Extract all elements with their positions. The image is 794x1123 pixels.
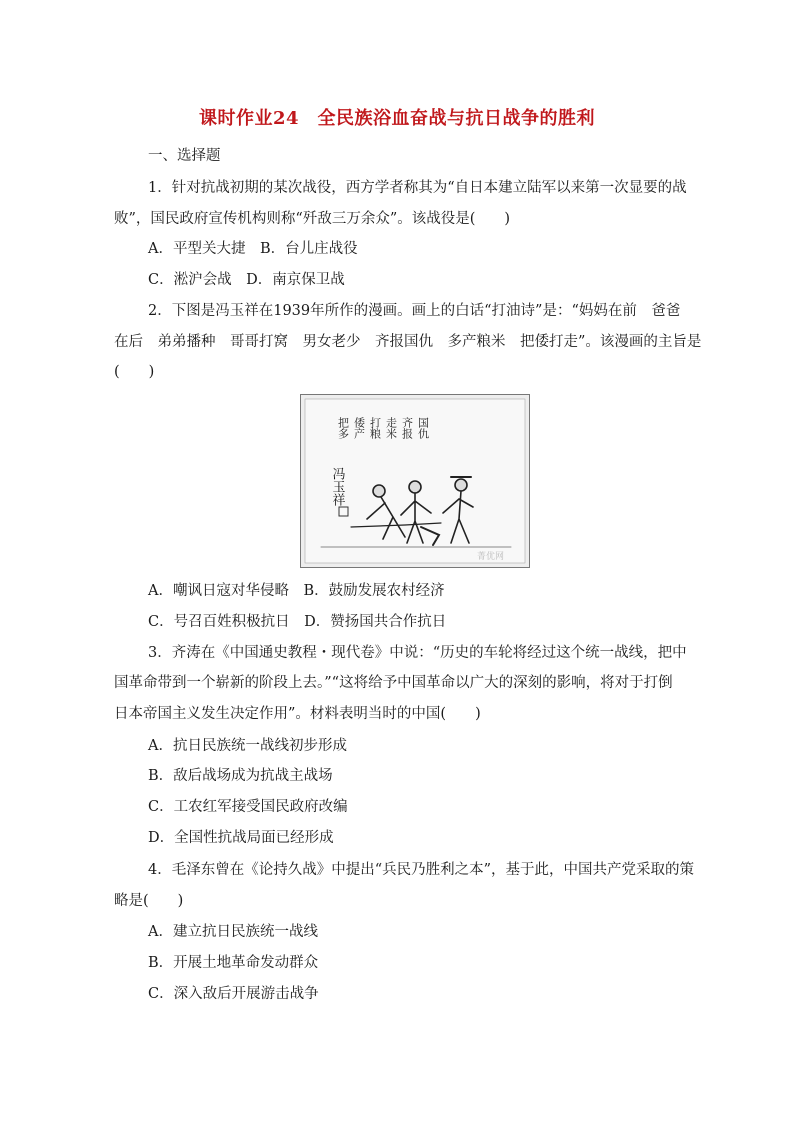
cartoon-poem-col-3: 打粮 xyxy=(368,417,382,439)
q4-stem-line-2: 略是( ) xyxy=(114,893,184,909)
q2-options-ab: A．嘲讽日寇对华侵略 B．鼓励发展农村经济 xyxy=(148,583,445,599)
q3-option-a: A．抗日民族统一战线初步形成 xyxy=(148,738,347,754)
q4-stem-line-1: 4．毛泽东曾在《论持久战》中提出“兵民乃胜利之本”，基于此，中国共产党采取的策 xyxy=(148,862,695,878)
q3-stem-line-2: 国革命带到一个崭新的阶段上去。”“这将给予中国革命以广大的深刻的影响，将对于打倒 xyxy=(114,675,673,691)
cartoon-poem-col-1: 把多 xyxy=(336,417,350,439)
q1-options-cd: C．淞沪会战 D．南京保卫战 xyxy=(148,272,345,288)
q2-stem-line-1: 2．下图是冯玉祥在1939年所作的漫画。画上的白话“打油诗”是：“妈妈在前 爸爸 xyxy=(148,303,681,319)
cartoon-poem-col-6: 国仇 xyxy=(416,417,430,439)
q3-stem-line-1: 3．齐涛在《中国通史教程・现代卷》中说：“历史的车轮将经过这个统一战线，把中 xyxy=(148,645,687,661)
q1-stem-line-1: 1．针对抗战初期的某次战役，西方学者称其为“自日本建立陆军以来第一次显要的战 xyxy=(148,180,687,196)
q2-stem-line-2: 在后 弟弟播种 哥哥打窝 男女老少 齐报国仇 多产粮米 把倭打走”。该漫画的主旨是 xyxy=(114,334,702,350)
q2-stem-line-3: ( ) xyxy=(114,364,155,380)
section-heading: 一、选择题 xyxy=(148,148,221,164)
q3-option-b: B．敌后战场成为抗战主战场 xyxy=(148,768,333,784)
cartoon-poem-col-2: 倭产 xyxy=(352,417,366,439)
cartoon-poem-col-5: 齐报 xyxy=(400,417,414,439)
q1-stem-line-2: 败”，国民政府宣传机构则称“歼敌三万余众”。该战役是( ) xyxy=(114,211,511,227)
cartoon-watermark: 菁优网 xyxy=(477,552,505,562)
cartoon-drawing xyxy=(301,395,529,567)
q4-option-b: B．开展土地革命发动群众 xyxy=(148,955,319,971)
q1-options-ab: A．平型关大捷 B．台儿庄战役 xyxy=(148,241,358,257)
q3-stem-line-3: 日本帝国主义发生决定作用”。材料表明当时的中国( ) xyxy=(114,706,481,722)
q4-option-c: C．深入敌后开展游击战争 xyxy=(148,986,319,1002)
q3-option-d: D．全国性抗战局面已经形成 xyxy=(148,830,334,846)
cartoon-image xyxy=(300,394,530,568)
q2-options-cd: C．号召百姓积极抗日 D．赞扬国共合作抗日 xyxy=(148,614,447,630)
cartoon-poem-col-4: 走米 xyxy=(384,417,398,439)
q4-option-a: A．建立抗日民族统一战线 xyxy=(148,924,318,940)
q3-option-c: C．工农红军接受国民政府改编 xyxy=(148,799,348,815)
cartoon-signature: 冯玉祥 xyxy=(329,467,345,506)
page-title: 课时作业24 全民族浴血奋战与抗日战争的胜利 xyxy=(198,108,596,129)
